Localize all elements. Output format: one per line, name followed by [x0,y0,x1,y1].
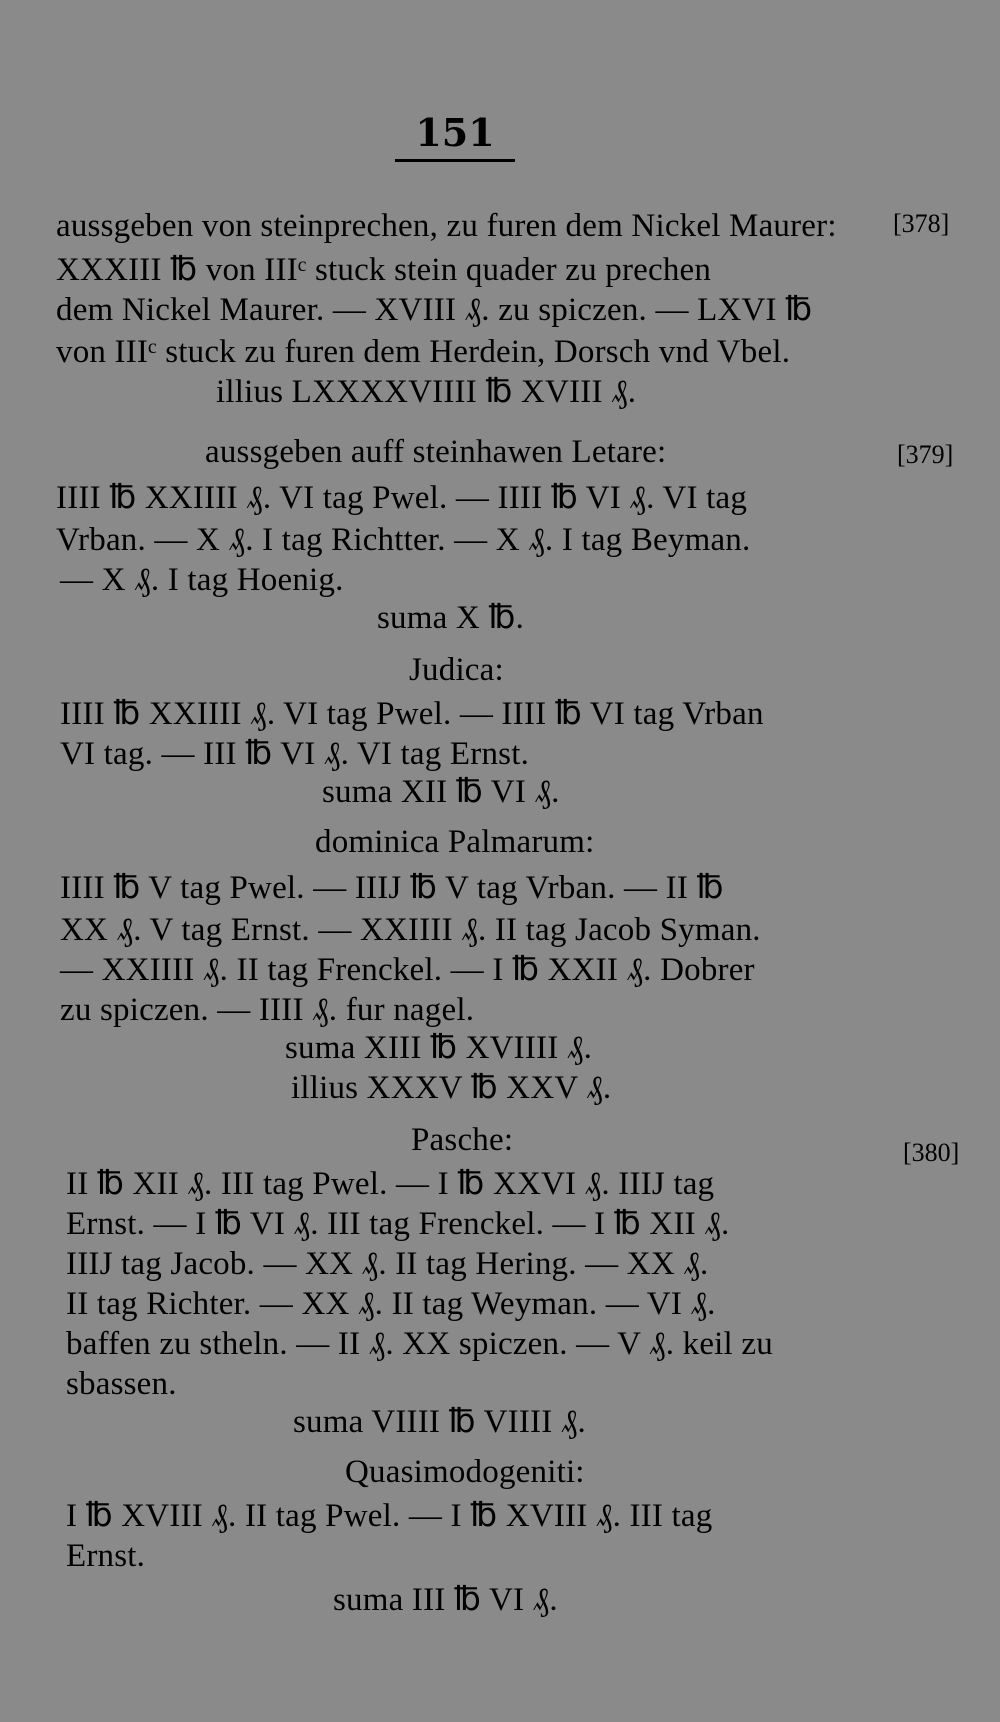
sum-line: suma XIII ℔ XVIIII ₰. [285,1030,593,1066]
page-number-underline [395,159,515,162]
text-line: sbassen. [66,1366,177,1402]
text-line: XXXIII ℔ von IIIᶜ stuck stein quader zu prechen [56,252,712,288]
margin-note: [380] [903,1138,960,1167]
text-line: XX ₰. V tag Ernst. — XXIIII ₰. II tag Jacob Syman. [60,912,761,948]
text-line: dem Nickel Maurer. — XVIII ₰. zu spiczen. — LXVI ℔ [56,292,813,328]
section-heading: Judica: [409,652,504,688]
section-heading: aussgeben auff steinhawen Letare: [205,434,667,470]
sum-line: illius XXXV ℔ XXV ₰. [291,1070,612,1106]
text-line: aussgeben von steinprechen, zu furen dem Nickel Maurer: [56,208,837,244]
text-line: IIIJ tag Jacob. — XX ₰. II tag Hering. — XX ₰. [66,1246,709,1282]
text-line: VI tag. — III ℔ VI ₰. VI tag Ernst. [60,736,530,772]
text-line: IIII ℔ V tag Pwel. — IIIJ ℔ V tag Vrban. — II ℔ [60,870,724,906]
text-line: zu spiczen. — IIII ₰. fur nagel. [60,992,475,1028]
text-line: II tag Richter. — XX ₰. II tag Weyman. — VI ₰. [66,1286,716,1322]
section-heading: dominica Palmarum: [315,824,595,860]
sum-line: suma XII ℔ VI ₰. [322,774,560,810]
page-number: 151 [415,110,495,155]
text-line: illius LXXXXVIIII ℔ XVIII ₰. [216,374,637,410]
text-line: Vrban. — X ₰. I tag Richtter. — X ₰. I tag Beyman. [56,522,751,558]
text-line: baffen zu stheln. — II ₰. XX spiczen. — V ₰. keil zu [66,1326,773,1362]
text-line: von IIIᶜ stuck zu furen dem Herdein, Dorsch vnd Vbel. [56,334,791,370]
text-line: II ℔ XII ₰. III tag Pwel. — I ℔ XXVI ₰. IIIJ tag [66,1166,715,1202]
section-heading: Quasimodogeniti: [345,1454,585,1490]
sum-line: suma III ℔ VI ₰. [333,1582,558,1618]
text-line: I ℔ XVIII ₰. II tag Pwel. — I ℔ XVIII ₰. III tag [66,1498,713,1534]
sum-line: suma VIIII ℔ VIIII ₰. [293,1404,586,1440]
margin-note: [378] [893,209,950,238]
text-line: IIII ℔ XXIIII ₰. VI tag Pwel. — IIII ℔ VI ₰. VI tag [56,480,748,516]
text-line: Ernst. [66,1538,146,1574]
text-line: — XXIIII ₰. II tag Frenckel. — I ℔ XXII ₰. Dobrer [60,952,755,988]
text-line: Ernst. — I ℔ VI ₰. III tag Frenckel. — I ℔ XII ₰. [66,1206,730,1242]
text-line: — X ₰. I tag Hoenig. [60,562,344,598]
section-heading: Pasche: [411,1122,514,1158]
text-line: IIII ℔ XXIIII ₰. VI tag Pwel. — IIII ℔ VI tag Vrban [60,696,764,732]
sum-line: suma X ℔. [377,600,525,636]
margin-note: [379] [897,440,954,469]
